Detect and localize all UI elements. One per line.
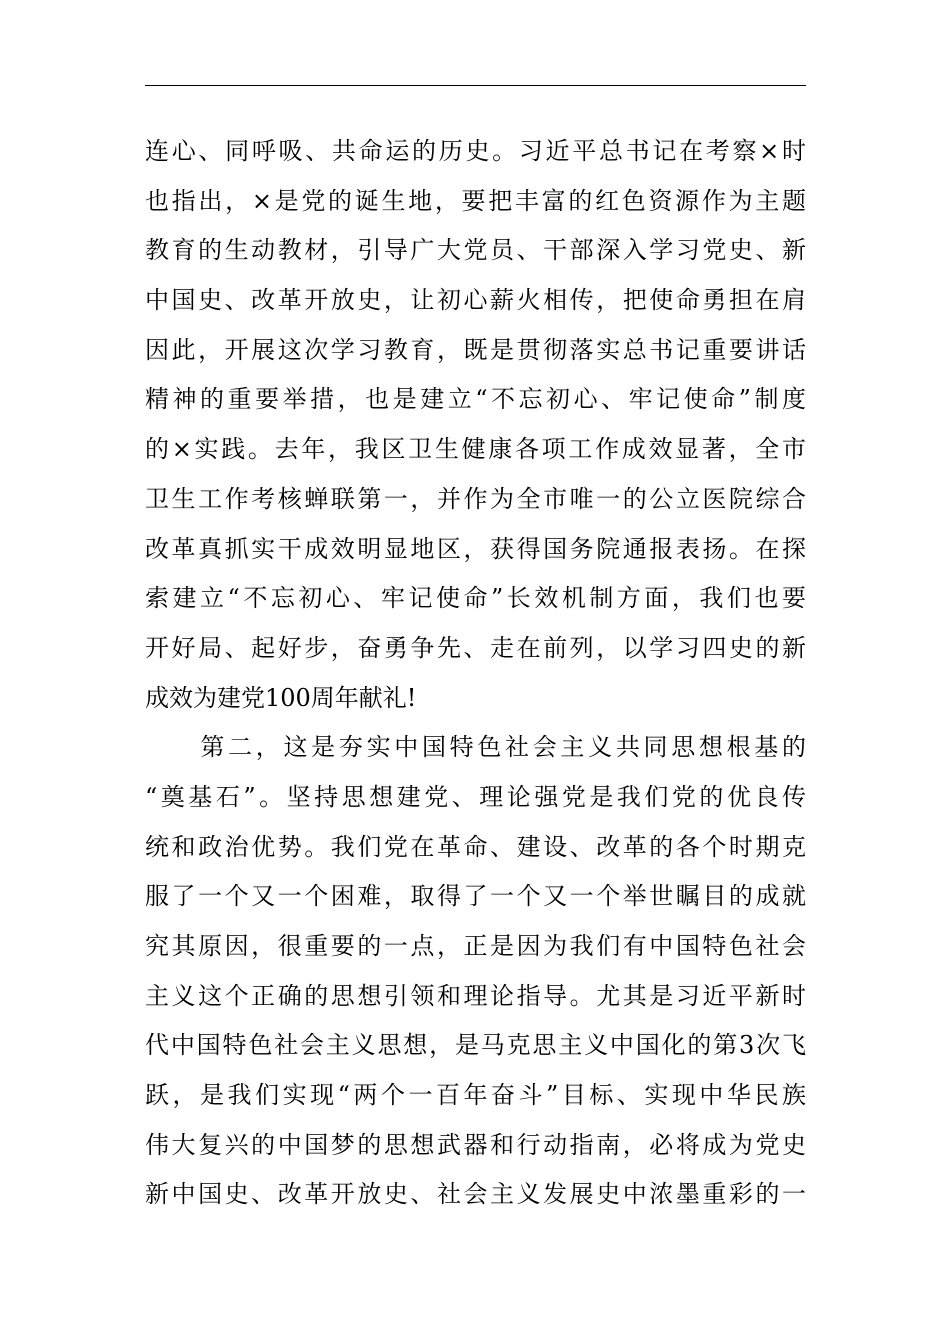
text-line: 中国史、改革开放史，让初心薪火相传，把使命勇担在肩 xyxy=(145,286,806,315)
text-line: 也指出，×是党的诞生地，要把丰富的红色资源作为主题 xyxy=(145,186,806,215)
text-line: 教育的生动教材，引导广大党员、干部深入学习党史、新 xyxy=(145,236,806,265)
document-body xyxy=(145,127,806,1220)
text-line: 因此，开展这次学习教育，既是贯彻落实总书记重要讲话 xyxy=(145,335,806,364)
text-line: 伟大复兴的中国梦的思想武器和行动指南，必将成为党史 xyxy=(145,1130,806,1159)
text-line: 究其原因，很重要的一点，正是因为我们有中国特色社会 xyxy=(145,932,806,960)
text-line: “奠基石”。坚持思想建党、理论强党是我们党的优良传 xyxy=(145,782,806,811)
text-line: 的×实践。去年，我区卫生健康各项工作成效显著，全市 xyxy=(145,435,806,464)
text-line: 统和政治优势。我们党在革命、建设、改革的各个时期克 xyxy=(145,832,806,861)
text-line: 跃，是我们实现“两个一百年奋斗”目标、实现中华民族 xyxy=(145,1081,806,1110)
text-line: 新中国史、改革开放史、社会主义发展史中浓墨重彩的一 xyxy=(145,1180,806,1209)
text-line: 索建立“不忘初心、牢记使命”长效机制方面，我们也要 xyxy=(145,584,806,613)
text-line: 卫生工作考核蝉联第一，并作为全市唯一的公立医院综合 xyxy=(145,484,806,513)
text-line: 改革真抓实干成效明显地区，获得国务院通报表扬。在探 xyxy=(145,534,806,563)
text-line: 连心、同呼吸、共命运的历史。习近平总书记在考察×时 xyxy=(145,137,806,165)
paragraph-start-line: 第二，这是夯实中国特色社会主义共同思想根基的 xyxy=(145,733,806,762)
text-line: 精神的重要举措，也是建立“不忘初心、牢记使命”制度 xyxy=(145,385,806,414)
text-line: 成效为建党100周年献礼! xyxy=(145,683,417,712)
text-line: 开好局、起好步，奋勇争先、走在前列，以学习四史的新 xyxy=(145,633,806,662)
header-rule xyxy=(145,85,806,86)
text-line: 代中国特色社会主义思想，是马克思主义中国化的第3次飞 xyxy=(145,1031,806,1060)
text-line: 服了一个又一个困难，取得了一个又一个举世瞩目的成就 xyxy=(145,882,806,911)
text-line: 主义这个正确的思想引领和理论指导。尤其是习近平新时 xyxy=(145,981,806,1010)
